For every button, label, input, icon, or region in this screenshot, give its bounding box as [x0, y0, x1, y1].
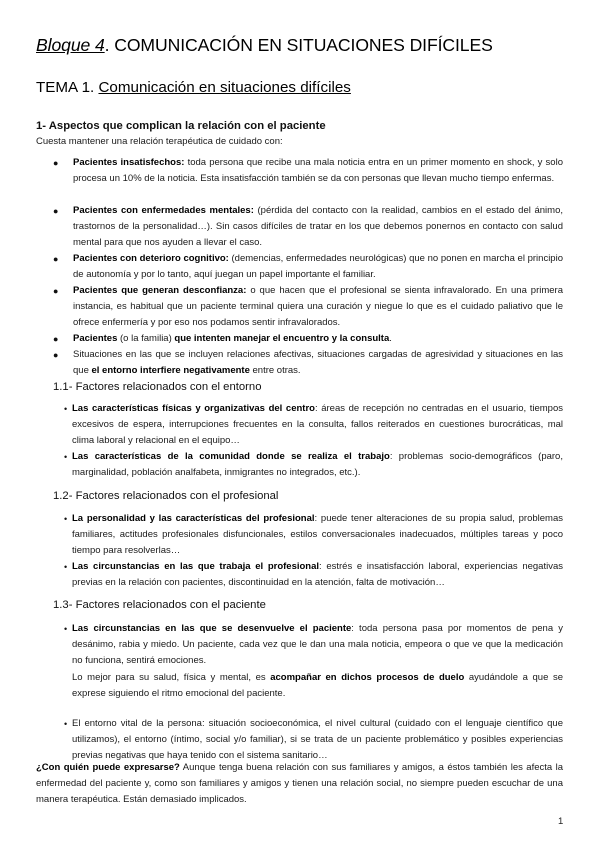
- item-text: : estrés e insatisfacción laboral, experiencias negativas previas en la relación con pacientes, discontinuidad en la atención, falta de motivación…: [72, 561, 563, 589]
- subsection-heading: 1.3- Factores relacionados con el paciente: [53, 599, 266, 611]
- list-item: [73, 155, 563, 187]
- list-item: [73, 251, 563, 283]
- item-text: toda persona que recibe una mala noticia entra en un primer momento en shock, y solo procesa un 10% de la noticia. Esta insatisfacción también se da con personas que llevan mucho tiempo enfermas.: [73, 157, 563, 185]
- indented-paragraph: [72, 670, 563, 702]
- item-text: (o la familia): [117, 333, 175, 344]
- item-term: Las circunstancias en las que se desenvuelve el paciente: [72, 623, 352, 634]
- item-text: entre otras.: [249, 365, 301, 377]
- closing-text: Aunque tenga buena relación con sus familiares y amigos, a éstos también les afecta la enfermedad del paciente y, como son familiares y amigos y tienen una relación social, no siempre pueden escuchar de una manera terapéutica. Están demasiado implicados.: [36, 762, 563, 806]
- item-term: Las características de la comunidad donde se realiza el trabajo: [72, 451, 390, 462]
- list-item: [72, 716, 563, 764]
- bullet: ●: [53, 254, 59, 264]
- item-term: Pacientes: [73, 333, 118, 344]
- item-text: o que hacen que el profesional se sienta infravalorado. En una primera instancia, es habitual que un paciente terminal quiera una curación y niegue lo que es el cuidado paliativo que le ofrece enfermería y por eso nos podamos sentir infravalorados.: [73, 285, 563, 329]
- topic-name: Comunicación en situaciones difíciles: [98, 79, 351, 96]
- item-term: Las características físicas y organizativas del centro: [72, 403, 315, 414]
- bullet: ●: [53, 286, 59, 296]
- list-item: [73, 283, 563, 331]
- list-item: [72, 621, 563, 669]
- item-text: Situaciones en las que se incluyen relaciones afectivas, situaciones cargadas de agresividad y situaciones en las que: [73, 349, 563, 377]
- closing-question: ¿Con quién puede expresarse?: [36, 762, 180, 773]
- block-title-text: . COMUNICACIÓN EN SITUACIONES DIFÍCILES: [104, 35, 493, 55]
- item-text: : problemas socio-demográficos (paro, marginalidad, población analfabeta, inmigrantes no integrados, etc.).: [72, 451, 563, 479]
- bullet: ●: [53, 206, 59, 216]
- bullet: •: [64, 562, 68, 572]
- para-term: acompañar en dichos procesos de duelo: [270, 672, 465, 683]
- item-term: Las circunstancias en las que trabaja el profesional: [72, 561, 320, 572]
- item-text: : puede tener alteraciones de su propia salud, problemas familiares, actitudes profesionales disfuncionales, estilos conversacionales inadecuados, múltiples tareas y poco tiempo para resolverlas…: [72, 513, 564, 557]
- para-text: Lo mejor para su salud, física y mental, es: [72, 672, 271, 683]
- bullet: •: [64, 452, 68, 462]
- item-text: (demencias, enfermedades neurológicas) que no ponen en marcha el principio de autonomía y por lo tanto, aquí juegan un papel importante el familiar.: [73, 253, 563, 281]
- item-text: (pérdida del contacto con la realidad, cambios en el estado del ánimo, trastornos de la personalidad…). Sin casos difíciles de tratar en los que debemos ponernos en contacto con salud mental para que nos ayuden a llevar el caso.: [73, 205, 563, 249]
- bullet: •: [64, 624, 68, 634]
- item-text: El entorno vital de la persona: situación socioeconómica, el nivel cultural (cuidado con el lenguaje científico que utilizamos), el entorno (íntimo, social y/o familiar), si se trata de un paciente problemático y posibles experiencias previas negativas que haya tenido con el sistema sanitario…: [72, 718, 563, 762]
- item-term: que intenten manejar el encuentro y la consulta: [174, 333, 390, 344]
- topic-prefix: TEMA 1.: [36, 79, 99, 96]
- item-term: Pacientes que generan desconfianza:: [73, 285, 247, 296]
- item-term: Pacientes insatisfechos:: [73, 157, 185, 168]
- subsection-heading: 1.2- Factores relacionados con el profesional: [53, 490, 279, 502]
- section-heading: 1- Aspectos que complican la relación con el paciente: [36, 120, 326, 132]
- item-term: La personalidad y las características del profesional: [72, 513, 315, 524]
- bullet: •: [64, 514, 68, 524]
- closing-paragraph: [36, 760, 563, 808]
- subsection-heading: 1.1- Factores relacionados con el entorno: [53, 381, 262, 393]
- block-title: [36, 35, 493, 56]
- block-label: Bloque 4: [36, 35, 105, 55]
- bullet: ●: [53, 158, 59, 168]
- list-item: [72, 511, 563, 559]
- bullet: ●: [53, 334, 59, 344]
- topic-title: [36, 79, 351, 96]
- item-text: : toda persona pasa por momentos de pena y desánimo, rabia y miedo. Un paciente, cada vez que le dan una mala noticia, empeora o que ve que la medicación no funciona, sentirá emociones.: [72, 623, 563, 667]
- item-text: : áreas de recepción no centradas en el usuario, tiempos excesivos de espera, interrupciones frecuentes en la consulta, fallos reiterados en cuestiones burocráticas, mal clima laboral y relacional en el equipo…: [72, 403, 563, 447]
- page-number: 1: [558, 816, 564, 827]
- section-intro: Cuesta mantener una relación terapéutica de cuidado con:: [36, 136, 283, 147]
- bullet: ●: [53, 350, 59, 360]
- item-text: .: [389, 333, 392, 344]
- item-term: Pacientes con enfermedades mentales:: [73, 205, 254, 216]
- para-text: ayudándole a que se exprese siguiendo el ritmo emocional del paciente.: [72, 672, 563, 700]
- list-item: [72, 559, 563, 591]
- bullet: •: [64, 719, 68, 729]
- item-term: Pacientes con deterioro cognitivo:: [73, 253, 229, 264]
- list-item: [72, 401, 563, 449]
- bullet: •: [64, 404, 68, 414]
- item-term: el entorno interfiere negativamente: [91, 365, 250, 377]
- list-item: [73, 347, 563, 379]
- list-item: [73, 203, 563, 251]
- list-item: [72, 449, 563, 481]
- list-item: [73, 331, 563, 347]
